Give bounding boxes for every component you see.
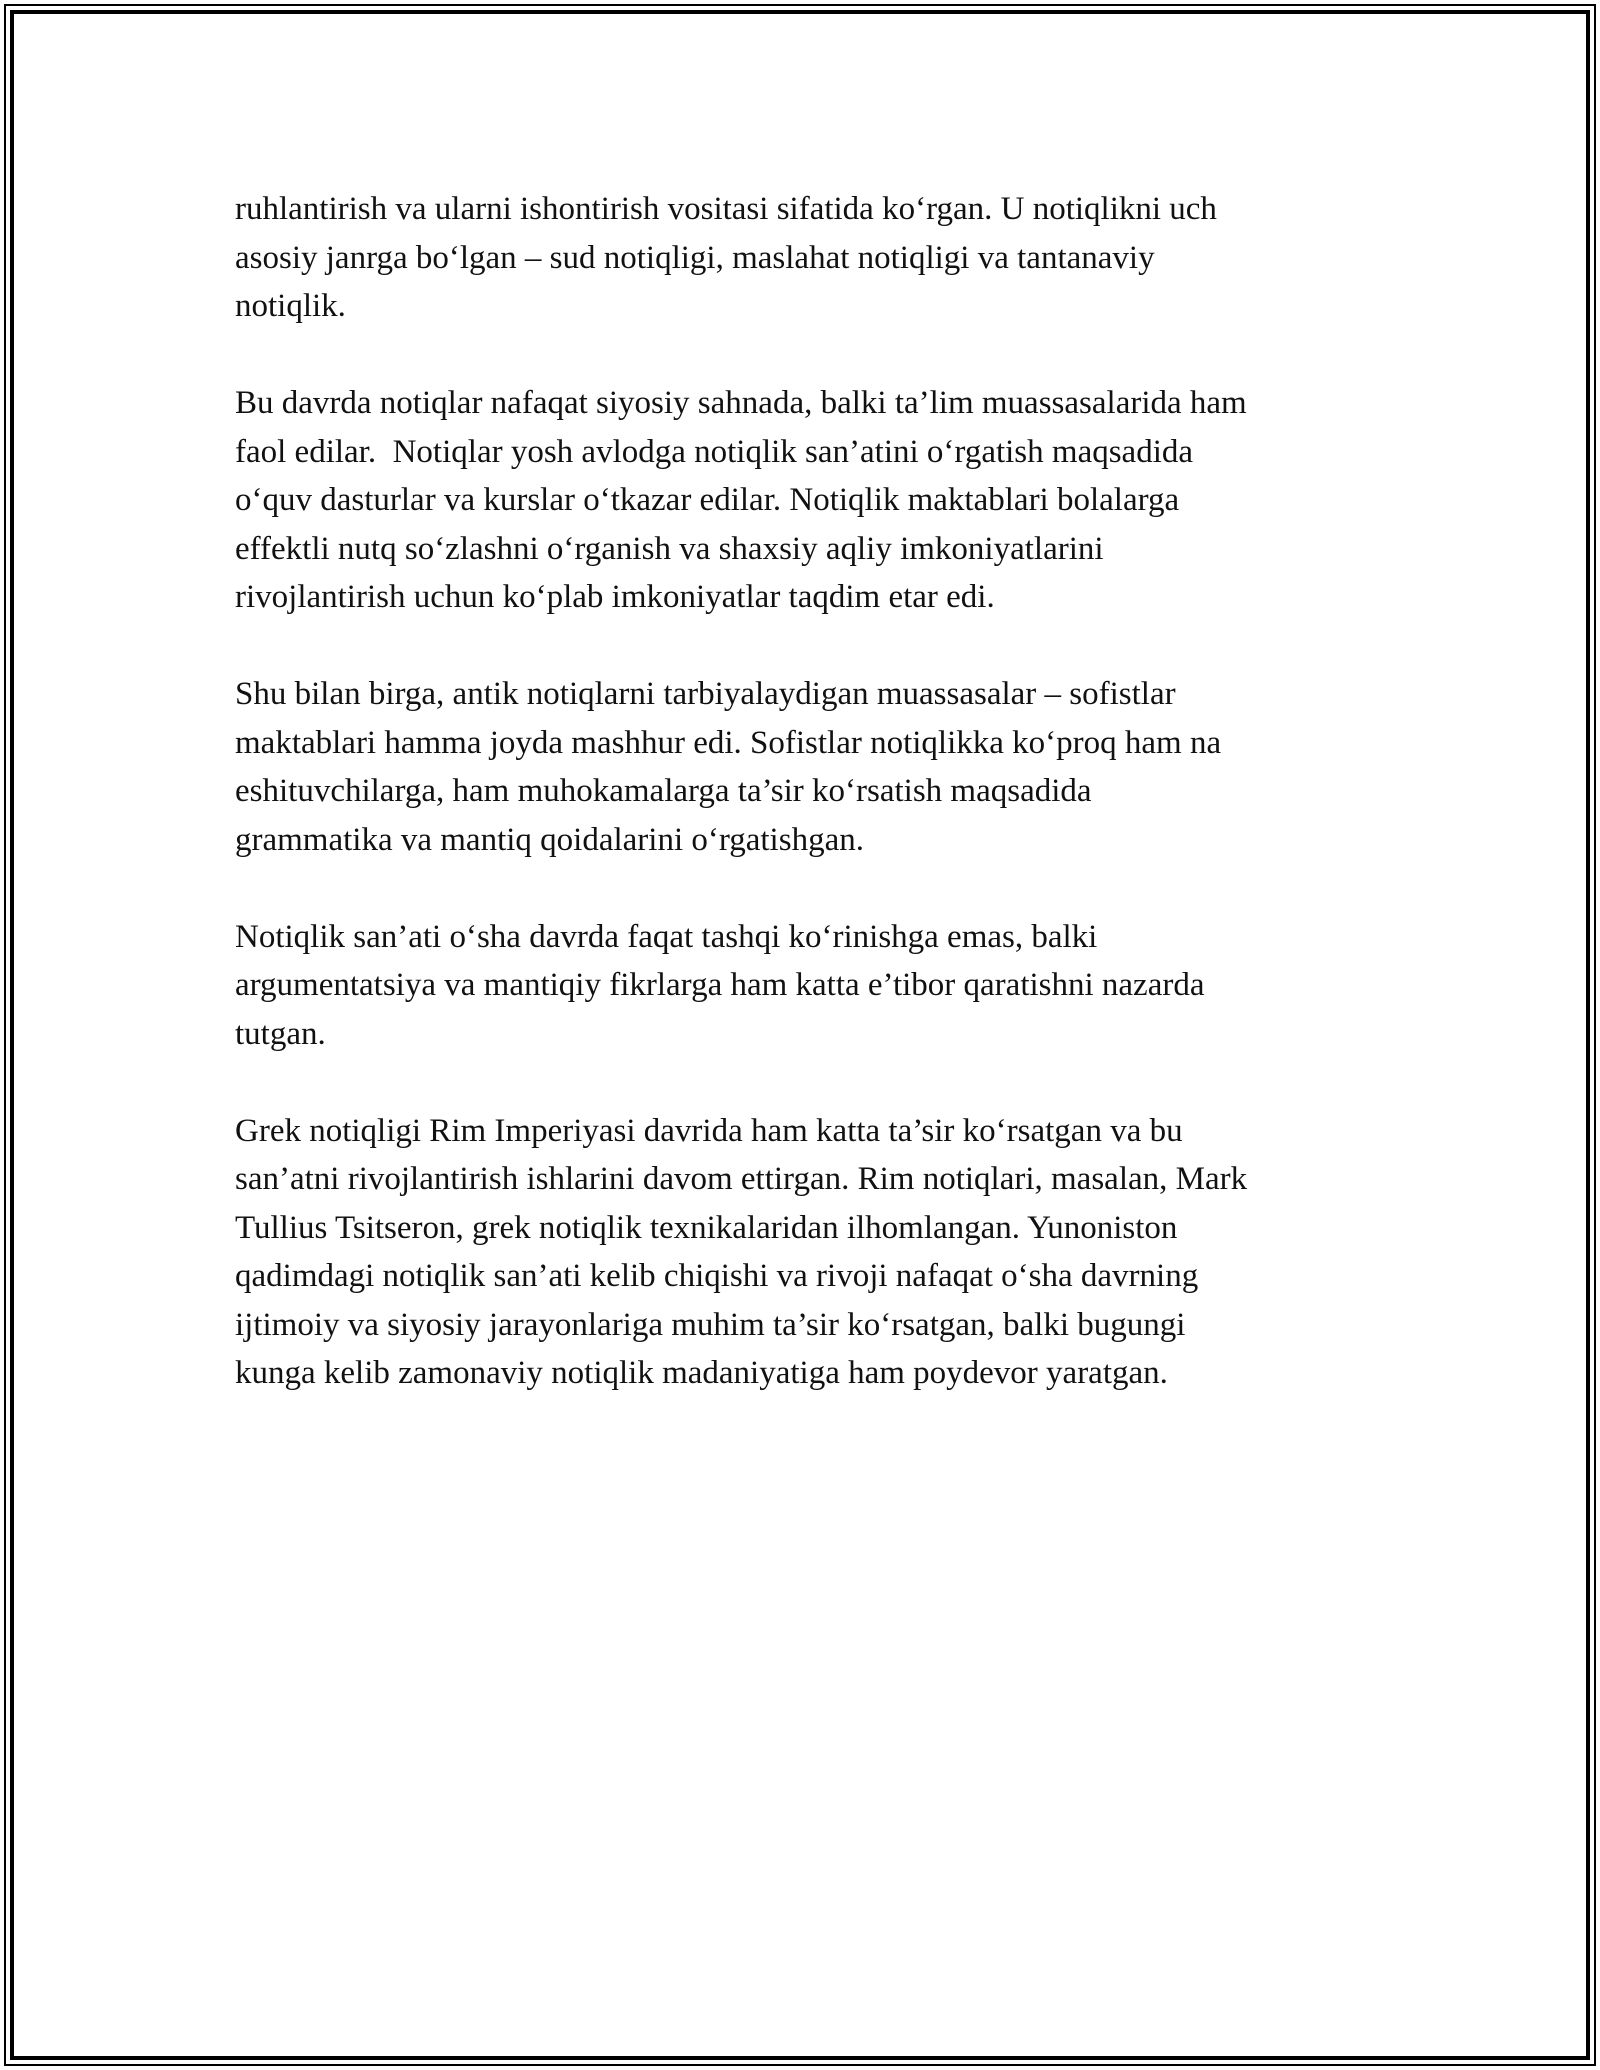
text-line: Grek notiqligi Rim Imperiyasi davrida ham katta ta’sir ko‘rsatgan va bu: [235, 1112, 1183, 1149]
text-line: tutgan.: [235, 1015, 326, 1052]
paragraph-5: [235, 1107, 1375, 1398]
text-line: Shu bilan birga, antik notiqlarni tarbiyalaydigan muassasalar – sofistlar: [235, 676, 1176, 712]
text-line: effektli nutq so‘zlashni o‘rganish va shaxsiy aqliy imkoniyatlarini: [235, 530, 1104, 567]
document-body: [235, 185, 1375, 1446]
paragraph-1: [235, 185, 1375, 331]
text-line: ijtimoiy va siyosiy jarayonlariga muhim ta’sir ko‘rsatgan, balki bugungi: [235, 1306, 1186, 1343]
paragraph-4: [235, 913, 1375, 1059]
paragraph-2: [235, 379, 1375, 622]
text-line: grammatika va mantiq qoidalarini o‘rgatishgan.: [235, 821, 864, 858]
text-line: Notiqlik san’ati o‘sha davrda faqat tashqi ko‘rinishga emas, balki: [235, 918, 1098, 955]
text-line: Tullius Tsitseron, grek notiqlik texnikalaridan ilhomlangan. Yunoniston: [235, 1209, 1178, 1246]
text-line: kunga kelib zamonaviy notiqlik madaniyatiga ham poydevor yaratgan.: [235, 1355, 1168, 1391]
text-line: faol edilar. Notiqlar yosh avlodga notiqlik san’atini o‘rgatish maqsadida: [235, 433, 1194, 470]
text-line: eshituvchilarga, ham muhokamalarga ta’sir ko‘rsatish maqsadida: [235, 773, 1092, 809]
text-line: o‘quv dasturlar va kurslar o‘tkazar edilar. Notiqlik maktablari bolalarga: [235, 482, 1180, 518]
text-line: asosiy janrga bo‘lgan – sud notiqligi, maslahat notiqligi va tantanaviy: [235, 239, 1155, 276]
text-line: ruhlantirish va ularni ishontirish vositasi sifatida ko‘rgan. U notiqlikni uch: [235, 191, 1217, 227]
text-line: san’atni rivojlantirish ishlarini davom ettirgan. Rim notiqlari, masalan, Mark: [235, 1161, 1248, 1197]
text-line: maktablari hamma joyda mashhur edi. Sofistlar notiqlikka ko‘proq ham na: [235, 724, 1222, 761]
text-line: notiqlik.: [235, 288, 346, 324]
paragraph-3: [235, 670, 1375, 864]
text-line: rivojlantirish uchun ko‘plab imkoniyatlar taqdim etar edi.: [235, 579, 995, 615]
text-line: Bu davrda notiqlar nafaqat siyosiy sahnada, balki ta’lim muassasalarida ham: [235, 385, 1247, 421]
text-line: argumentatsiya va mantiqiy fikrlarga ham katta e’tibor qaratishni nazarda: [235, 967, 1205, 1003]
text-line: qadimdagi notiqlik san’ati kelib chiqishi va rivoji nafaqat o‘sha davrning: [235, 1258, 1199, 1294]
